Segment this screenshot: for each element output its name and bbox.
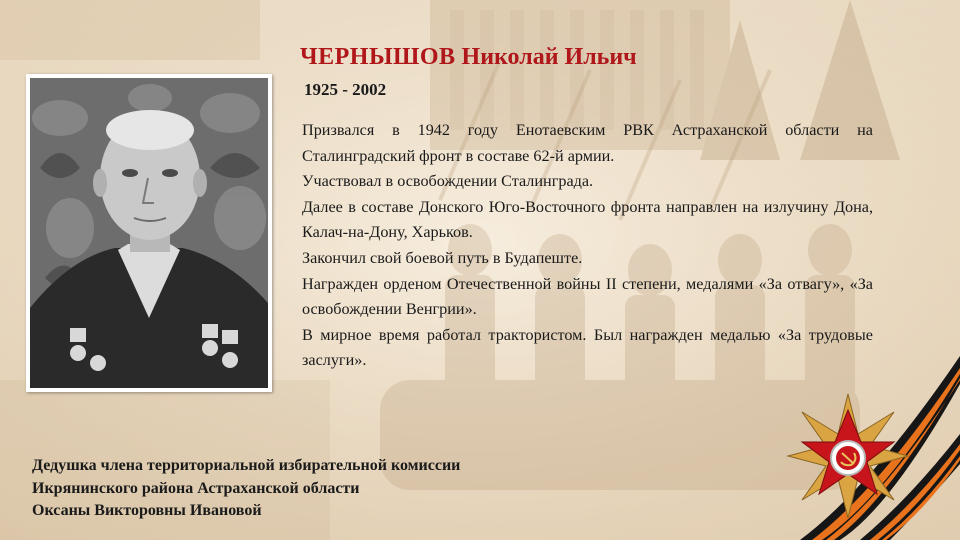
dedication-line: Дедушка члена территориальной избирательной комиссии [32,457,461,474]
biography-text [302,118,873,374]
portrait-photo [30,78,268,388]
life-years: 1925 - 2002 [304,80,387,99]
dedication-line: Икрянинского района Астраханской области [32,479,360,497]
title-given-names: Николай Ильич [461,44,637,70]
biography-paragraph: Призвался в 1942 году Енотаевским РВК Астраханской области на Сталинградский фронт в составе 62-й армии. [302,121,873,165]
biography-paragraph: Далее в составе Донского Юго-Восточного фронта направлен на излучину Дона, Калач-на-Дону, Харьков. [302,197,873,242]
dedication-line: Оксаны Викторовны Ивановой [32,502,262,519]
biography-paragraph: Награжден орденом Отечественной войны II степени, медалями «За отвагу», «За освобождении Венгрии». [302,274,873,319]
portrait-illustration [30,78,268,388]
st-george-ribbon-with-order-icon [760,338,960,540]
dedication-caption [32,455,592,523]
portrait-frame [26,74,272,392]
order-of-patriotic-war-icon [788,394,908,518]
page-title [300,44,720,71]
title-surname: ЧЕРНЫШОВ [300,44,456,70]
biography-paragraph: Закончил свой боевой путь в Будапеште. [302,248,583,267]
biography-paragraph: В мирное время работал трактористом. Был награжден медалью «За трудовые заслуги». [302,325,873,370]
biography-paragraph: Участвовал в освобождении Сталинграда. [302,172,594,191]
